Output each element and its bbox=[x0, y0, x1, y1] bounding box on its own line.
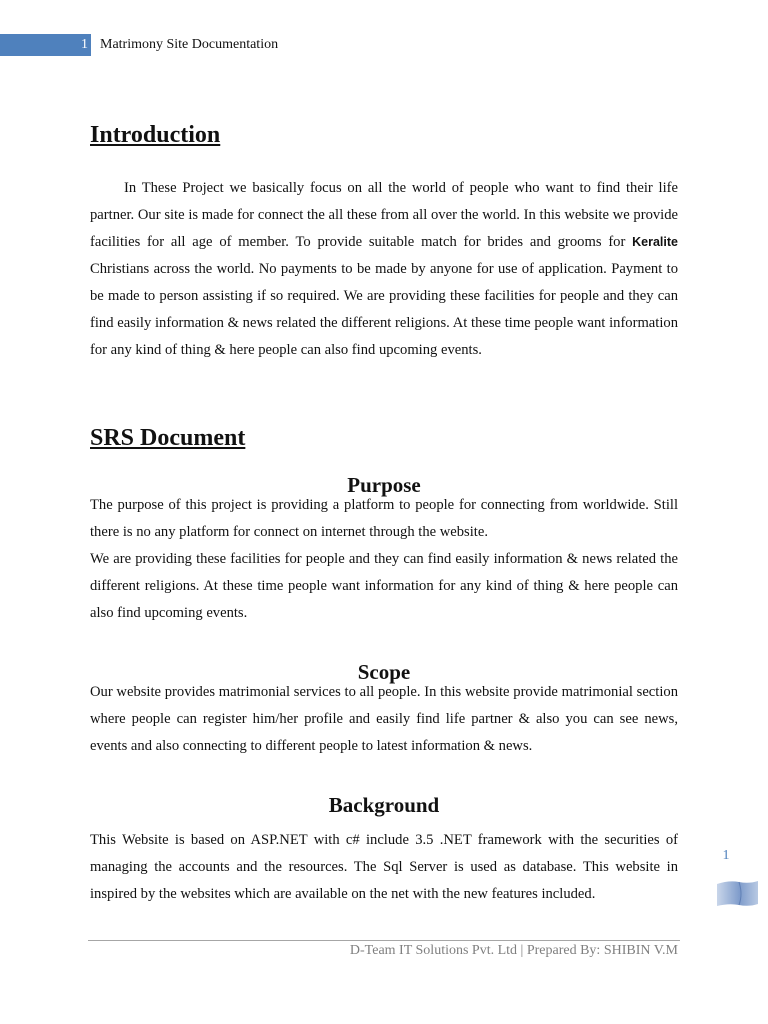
introduction-text-part1: In These Project we basically focus on all the world of people who want to find their life partner. Our site is made for connect the all these from all over the world. In this website we provide facilities for all age of member. To provide suitable match for brides and grooms for bbox=[90, 180, 678, 250]
srs-heading: SRS Document bbox=[90, 425, 246, 451]
page-curl-icon bbox=[715, 878, 760, 910]
introduction-paragraph bbox=[90, 175, 678, 364]
keralite-emphasis: Keralite bbox=[632, 235, 678, 249]
side-page-number: 1 bbox=[722, 848, 730, 863]
background-paragraph: This Website is based on ASP.NET with c# include 3.5 .NET framework with the securities of managing the accounts and the resources. The Sql Server is used as database. This website in inspired by the websites which are available on the net with the new features included. bbox=[90, 832, 678, 902]
header-page-number: 1 bbox=[81, 37, 88, 52]
footer-text: D-Team IT Solutions Pvt. Ltd | Prepared By: SHIBIN V.M bbox=[349, 943, 678, 958]
introduction-text-part2: Christians across the world. No payments to be made by anyone for use of application. Payment to be made to person assisting if so required. We are providing these facilities for people and they can find easily information & news related the different religions. At these time people want information for any kind of thing & here people can also find upcoming events. bbox=[90, 261, 678, 358]
scope-heading: Scope bbox=[357, 660, 411, 684]
purpose-paragraph-2: We are providing these facilities for people and they can find easily information & news related the different religions. At these time people want information for any kind of thing & here people can also find upcoming events. bbox=[90, 551, 678, 621]
introduction-heading: Introduction bbox=[90, 122, 221, 148]
background-heading: Background bbox=[328, 793, 440, 817]
purpose-paragraph-1: The purpose of this project is providing a platform to people for connecting from worldwide. Still there is no any platform for connect on internet through the website. bbox=[90, 497, 678, 540]
purpose-heading: Purpose bbox=[347, 473, 421, 497]
header-title: Matrimony Site Documentation bbox=[100, 37, 279, 52]
scope-paragraph: Our website provides matrimonial services to all people. In this website provide matrimonial section where people can register him/her profile and easily find life partner & also you can see news, events and also connecting to different people to latest information & news. bbox=[90, 684, 678, 754]
